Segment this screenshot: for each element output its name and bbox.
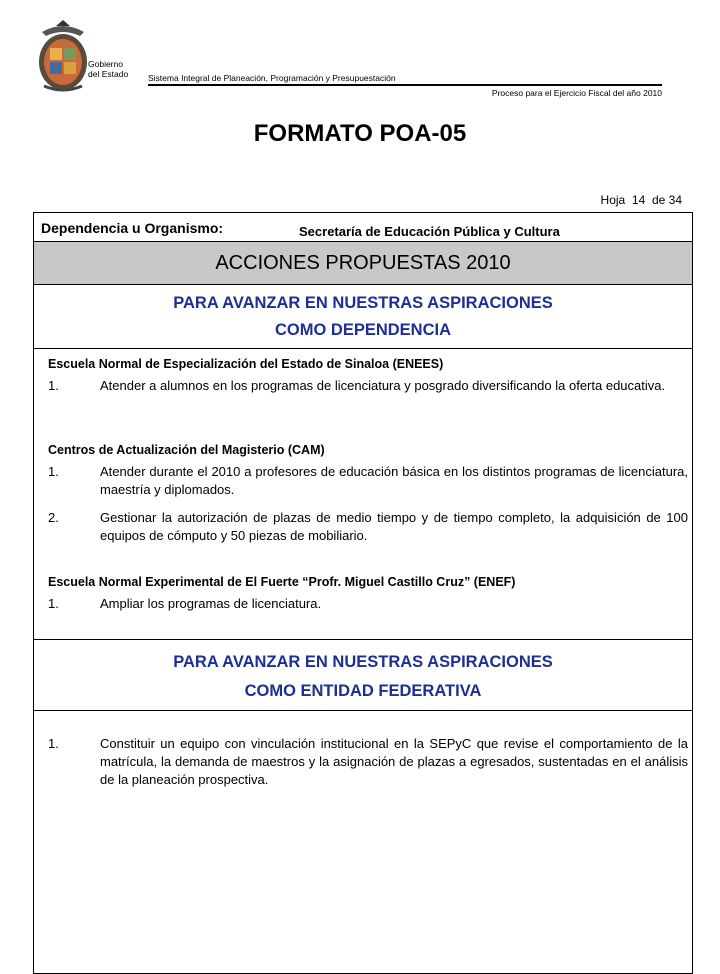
item-number: 1. <box>48 596 59 611</box>
section2-heading-line1: PARA AVANZAR EN NUESTRAS ASPIRACIONES <box>173 653 553 671</box>
dependencia-row <box>34 213 692 242</box>
list-item <box>48 377 688 417</box>
list-item <box>48 463 688 503</box>
item-text: Constituir un equipo con vinculación institucional en la SEPyC que revise el comportamiento de la matrícula, la demanda de maestros y la asignación de plazas a egresados, sustentadas en el análisis de la planeación prospectiva. <box>100 736 688 787</box>
entity-heading: Centros de Actualización del Magisterio (CAM) <box>48 443 325 457</box>
section1-heading-line1: PARA AVANZAR EN NUESTRAS ASPIRACIONES <box>173 294 553 312</box>
section-divider <box>34 639 692 640</box>
list-item <box>48 595 688 615</box>
gov-line1: Gobierno <box>88 59 123 69</box>
gov-line2: del Estado <box>88 68 129 79</box>
actions-banner: ACCIONES PROPUESTAS 2010 <box>34 242 692 285</box>
item-text: Ampliar los programas de licenciatura. <box>100 596 322 611</box>
dependencia-value: Secretaría de Educación Pública y Cultura <box>299 224 560 239</box>
document-title: FORMATO POA-05 <box>253 120 467 147</box>
process-label: Proceso para el Ejercicio Fiscal del año 2010 <box>491 88 662 98</box>
item-text: Atender a alumnos en los programas de licenciatura y posgrado diversificando la oferta educativa. <box>100 378 666 393</box>
form-box <box>33 212 693 974</box>
government-label <box>88 60 128 79</box>
section2-heading-line2: COMO ENTIDAD FEDERATIVA <box>244 682 482 700</box>
entity-heading: Escuela Normal Experimental de El Fuerte “Profr. Miguel Castillo Cruz” (ENEF) <box>48 575 516 589</box>
item-number: 2. <box>48 510 59 525</box>
item-text: Gestionar la autorización de plazas de medio tiempo y de tiempo completo, la adquisición de 100 equipos de cómputo y 50 piezas de mobiliario. <box>100 510 688 543</box>
page-label: Hoja <box>600 193 626 207</box>
header-rule <box>148 84 662 86</box>
item-number: 1. <box>48 736 59 751</box>
system-name: Sistema Integral de Planeación, Programación y Presupuestación <box>148 73 396 83</box>
list-item <box>48 509 688 549</box>
list-item <box>48 735 688 795</box>
item-number: 1. <box>48 464 59 479</box>
item-text: Atender durante el 2010 a profesores de educación básica en los distintos programas de licenciatura, maestría y diplomados. <box>100 464 688 497</box>
item-number: 1. <box>48 378 59 393</box>
section1-heading-line2: COMO DEPENDENCIA <box>274 321 451 339</box>
entity-heading: Escuela Normal de Especialización del Estado de Sinaloa (ENEES) <box>48 357 444 371</box>
section-divider <box>34 710 692 711</box>
state-seal-logo <box>36 18 90 94</box>
page-indicator <box>601 193 682 207</box>
page-current: 14 <box>631 193 646 207</box>
page-total: 34 <box>668 193 682 207</box>
dependencia-label: Dependencia u Organismo: <box>41 220 224 236</box>
page-of: de <box>651 193 666 207</box>
section-divider <box>34 348 692 349</box>
